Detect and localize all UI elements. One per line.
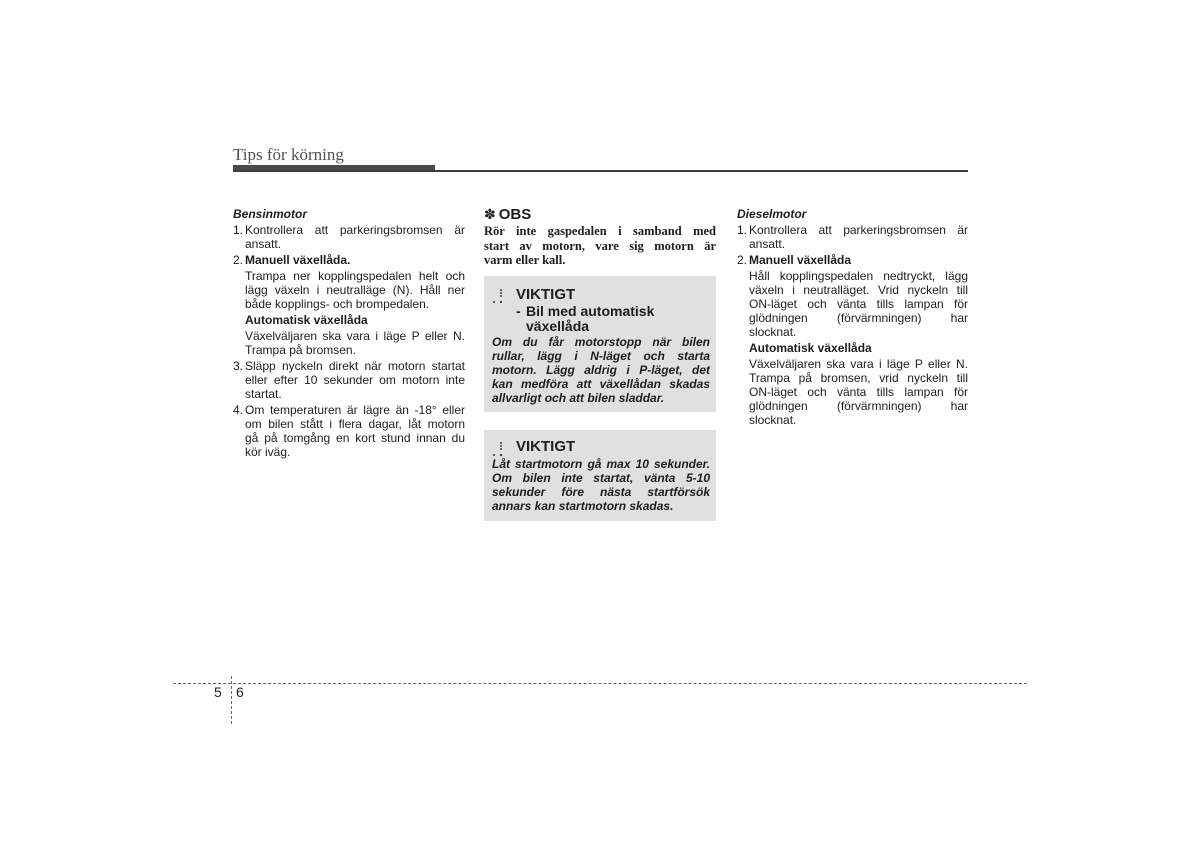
petrol-step-3: [233, 359, 465, 401]
text-line: Växelväljaren ska vara i läge P eller N.: [749, 357, 968, 371]
step-number: 2.: [233, 253, 244, 267]
text-line: Släpp nyckeln direkt när motorn startat: [245, 359, 465, 373]
text-line: kan medföra att växellådan skadas: [492, 377, 710, 391]
asterisk-icon: ✽: [484, 207, 496, 223]
warning-text: [492, 457, 710, 513]
chapter-number: 5: [214, 684, 222, 700]
text-line: Rör inte gaspedalen i samband med: [484, 224, 716, 238]
text-line: start av motorn, vare sig motorn är: [484, 238, 716, 253]
diesel-step-1: [737, 223, 968, 251]
text-line: Om temperaturen är lägre än -18° eller: [245, 403, 465, 417]
text-line: ansatt.: [749, 237, 786, 251]
step-number: 1.: [233, 223, 244, 237]
text-line: Håll kopplingspedalen nedtryckt, lägg: [749, 269, 968, 283]
text-line: slocknat.: [749, 325, 797, 339]
step-number: 4.: [233, 403, 244, 417]
text-line: rullar, lägg i N-läget och starta: [492, 349, 710, 363]
text-line: kör iväg.: [245, 445, 291, 459]
text-line: Kontrollera att parkeringsbromsen är: [749, 223, 968, 237]
text-line: lägg växeln i neutralläge (N). Håll ner: [245, 283, 465, 297]
text-line: ansatt.: [245, 237, 282, 251]
subtitle-line: Bil med automatisk: [526, 303, 655, 319]
step-label: Manuell växellåda: [749, 253, 852, 267]
diesel-automatic-instructions: [737, 357, 968, 427]
text-line: ON-läget och vänta tills lampan för: [749, 385, 968, 399]
subtitle-dash: -: [516, 303, 521, 319]
text-line: Om bilen inte startat, vänta 5-10: [492, 471, 710, 485]
petrol-engine-column: [233, 207, 465, 459]
note-text: [484, 224, 716, 268]
petrol-automatic-label: Automatisk växellåda: [245, 313, 368, 327]
petrol-step-2: [233, 253, 465, 267]
footer-rule: [173, 683, 1027, 684]
text-line: gå på tomgång en kort stund innan du: [245, 431, 465, 445]
petrol-step-1: [233, 223, 465, 251]
step-number: 1.: [737, 223, 748, 237]
warning-title: VIKTIGT: [516, 286, 576, 303]
text-line: Om du får motorstopp när bilen: [492, 335, 710, 349]
diesel-engine-column: [737, 207, 968, 427]
petrol-manual-instructions: [233, 269, 465, 311]
step-number: 2.: [737, 253, 748, 267]
note-title-text: OBS: [498, 206, 532, 223]
warning-box-starter: [484, 430, 716, 521]
warning-subtitle: [516, 304, 654, 334]
diesel-engine-heading: Dieselmotor: [737, 207, 807, 221]
subtitle-line: växellåda: [526, 318, 590, 334]
petrol-step-4: [233, 403, 465, 459]
text-line: glödningen (förvärmningen) har: [749, 311, 968, 325]
text-line: både kopplings- och brompedalen.: [245, 297, 430, 311]
warning-icon: [492, 287, 506, 305]
text-line: om bilen stått i flera dagar, låt motorn: [245, 417, 465, 431]
text-line: glödningen (förvärmningen) har: [749, 399, 968, 413]
petrol-engine-heading: Bensinmotor: [233, 207, 308, 221]
text-line: Kontrollera att parkeringsbromsen är: [245, 223, 465, 237]
text-line: eller efter 10 sekunder om motorn inte: [245, 373, 465, 387]
warning-box-automatic: [484, 276, 716, 412]
text-line: allvarligt och att bilen sladdar.: [492, 391, 665, 405]
warning-text: [492, 335, 710, 405]
text-line: Trampa på bromsen, vrid nyckeln till: [749, 371, 968, 385]
text-line: varm eller kall.: [484, 253, 566, 267]
text-line: ON-läget och vänta tills lampan för: [749, 297, 968, 311]
page-number: 6: [236, 684, 244, 700]
text-line: motorn. Lägg aldrig i P-läget, det: [492, 363, 710, 377]
step-number: 3.: [233, 359, 244, 373]
text-line: Trampa på bromsen.: [245, 343, 356, 357]
text-line: slocknat.: [749, 413, 797, 427]
text-line: startat.: [245, 387, 282, 401]
text-line: sekunder före nästa startförsök: [492, 485, 710, 499]
section-title: Tips för körning: [233, 145, 344, 164]
text-line: växeln i neutralläget. Vrid nyckeln till: [749, 283, 968, 297]
text-line: annars kan startmotorn skadas.: [492, 499, 674, 513]
text-line: Växelväljaren ska vara i läge P eller N.: [245, 329, 465, 343]
text-line: Låt startmotorn gå max 10 sekunder.: [492, 457, 710, 471]
text-line: Trampa ner kopplingspedalen helt och: [245, 269, 465, 283]
warning-icon: [492, 440, 506, 458]
diesel-step-2: [737, 253, 968, 267]
note-title: [484, 206, 531, 224]
step-label: Manuell växellåda.: [245, 253, 351, 267]
page-number-separator: [231, 676, 232, 724]
diesel-automatic-label: Automatisk växellåda: [749, 341, 872, 355]
header-rule: [233, 170, 968, 172]
petrol-automatic-instructions: [233, 329, 465, 357]
warning-title: VIKTIGT: [516, 438, 576, 455]
diesel-manual-instructions: [737, 269, 968, 339]
